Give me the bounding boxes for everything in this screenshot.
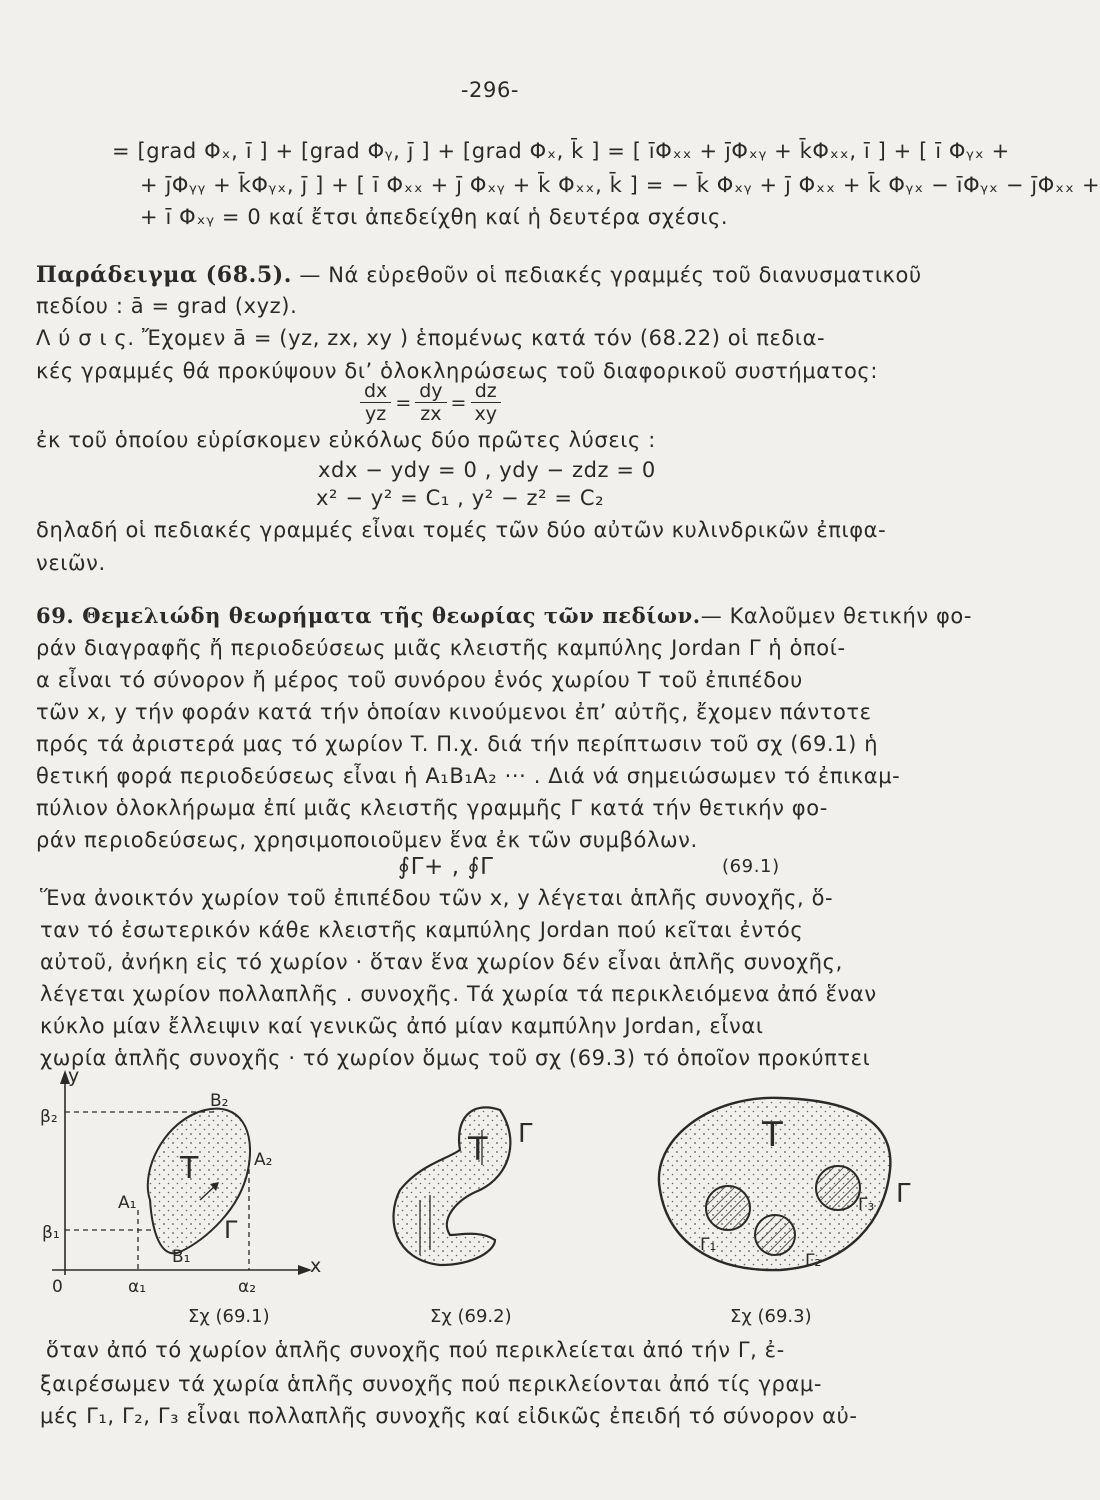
caption-69-3: Σχ (69.3) [730,1306,812,1327]
frac-num-1: dx [360,380,391,403]
section-text: — Καλοῦμεν θετικήν φο- [700,604,973,628]
example-line-4: κές γραμμές θά προκύψουν δι’ ὁλοκληρώσεως τοῦ διαφορικοῦ συστήματος: [36,359,878,383]
differential-system [356,380,505,425]
frac-eq-2: = [450,391,467,414]
region-t-curved [393,1107,510,1265]
section-line-10: αὐτοῦ, ἀνήκη εἰς τό χωρίον · ὅταν ἕνα χωρίον δέν εἶναι ἁπλῆς συνοχῆς, [40,950,843,974]
figure-69-2 [393,1107,533,1327]
section-title: 69. Θεμελιώδη θεωρήματα τῆς θεωρίας τῶν πεδίων. [36,603,701,628]
solution-eq-1: xdx − ydy = 0 , ydy − zdz = 0 [318,458,656,482]
hole-gamma3 [816,1166,860,1210]
label-y: y [68,1065,80,1087]
frac-den-2: zx [420,403,442,425]
solution-eq-2: x² − y² = C₁ , y² − z² = C₂ [316,486,605,510]
equation-number: (69.1) [722,856,780,877]
example-title: Παράδειγμα (68.5). [36,262,293,288]
section-line-3: τῶν x, y τήν φοράν κατά τήν ὁποίαν κινούμενοι ἐπ’ αὐτῆς, ἔχομεν πάντοτε [36,700,872,724]
figures-area [0,1060,980,1330]
section-line-1: ράν διαγραφῆς ἤ περιοδεύσεως μιᾶς κλειστῆς καμπύλης Jordan Γ ἡ ὁποί- [36,636,846,660]
label-alpha1: α₁ [128,1277,147,1297]
bottom-line-2: ξαιρέσωμεν τά χωρία ἁπλῆς συνοχῆς πού περικλείονται ἀπό τίς γραμ- [40,1372,823,1396]
page-number: -296- [460,78,520,102]
label-beta1: β₁ [42,1223,60,1243]
label-gamma2: Γ [518,1119,533,1149]
label-beta2: β₂ [40,1107,58,1127]
bottom-line-1: ὅταν ἀπό τό χωρίον ἁπλῆς συνοχῆς πού περικλείεται ἀπό τήν Γ, ἐ- [46,1338,785,1362]
label-a2: A₂ [254,1150,273,1170]
label-t2: T [468,1130,488,1168]
section-line-7: ράν περιοδεύσεως, χρησιμοποιοῦμεν ἕνα ἐκ τῶν συμβόλων. [36,828,698,852]
section-line-8: Ἕνα ἀνοικτόν χωρίον τοῦ ἐπιπέδου τῶν x, y λέγεται ἁπλῆς συνοχῆς, ὅ- [40,886,834,910]
example-heading-line [36,262,922,288]
label-t1: T [180,1151,199,1186]
section-line-5: θετική φορά περιοδεύσεως εἶναι ἡ A₁B₁A₂ ··· . Διά νά σημειώσωμεν τό ἐπικαμ- [36,764,901,788]
frac-eq-1: = [395,391,412,414]
formula-line-1: = [grad Φₓ, ī ] + [grad Φᵧ, j̄ ] + [grad Φₓ, k̄ ] = [ īΦₓₓ + j̄Φₓᵧ + k̄Φₓₓ, ī ] + [ ī Φᵧₓ + [112,139,1010,163]
section-line-6: πύλιον ὁλοκλήρωμα ἐπί μιᾶς κλειστῆς γραμμῆς Γ κατά τήν θετικήν φο- [36,796,828,820]
formula-line-2: + j̄Φᵧᵧ + k̄Φᵧₓ, j̄ ] + [ ī Φₓₓ + j̄ Φₓᵧ + k̄ Φₓₓ, k̄ ] = − k̄ Φₓᵧ + j̄ Φₓₓ + k̄ Φᵧₓ − īΦᵧₓ − j̄Φₓₓ + [140,173,1100,197]
label-gamma1: Γ [224,1216,238,1244]
example-line-5: ἐκ τοῦ ὁποίου εὑρίσκομεν εὐκόλως δύο πρῶτες λύσεις : [36,428,656,452]
frac-den-3: xy [474,403,497,425]
label-gamma-3: Γ₃ [858,1195,875,1215]
section-line-13: χωρία ἁπλῆς συνοχῆς · τό χωρίον ὅμως τοῦ σχ (69.3) τό ὁποῖον προκύπτει [40,1046,871,1070]
example-line-6: δηλαδή οἱ πεδιακές γραμμές εἶναι τομές τῶν δύο αὐτῶν κυλινδρικῶν ἐπιφα- [36,518,887,542]
frac-num-3: dz [471,380,501,403]
hole-gamma1 [706,1186,750,1230]
bottom-line-3: μές Γ₁, Γ₂, Γ₃ εἶναι πολλαπλῆς συνοχῆς καί εἰδικῶς ἐπειδή τό σύνορον αὐ- [40,1404,858,1428]
label-gamma3-outer: Γ [896,1179,911,1209]
solution-line: Λ ύ σ ι ς. Ἔχομεν ā = (yz, zx, xy ) ἑπομένως κατά τόν (68.22) οἱ πεδια- [36,326,826,350]
section-line-4: πρός τά ἀριστερά μας τό χωρίον T. Π.χ. διά τήν περίπτωσιν τοῦ σχ (69.1) ἡ [36,732,879,756]
contour-symbols: ∮Γ+ , ∮Γ [398,854,494,880]
label-alpha2: α₂ [238,1277,257,1297]
section-line-2: α εἶναι τό σύνορον ἤ μέρος τοῦ συνόρου ἑνός χωρίου T τοῦ ἐπιπέδου [36,668,803,692]
example-line-2: πεδίου : ā = grad (xyz). [36,294,298,318]
figure-69-1 [40,1065,321,1327]
label-t3: T [762,1115,783,1155]
label-gamma-2: Γ₂ [805,1251,822,1271]
hole-gamma2 [755,1215,795,1255]
label-b1: B₁ [172,1247,191,1267]
frac-num-2: dy [415,380,446,403]
section-heading-line [36,603,972,628]
label-b2: B₂ [210,1091,229,1111]
caption-69-2: Σχ (69.2) [430,1306,512,1327]
section-line-11: λέγεται χωρίον πολλαπλῆς . συνοχῆς. Τά χωρία τά περικλειόμενα ἀπό ἕναν [40,982,877,1006]
label-gamma-1: Γ₁ [700,1235,717,1255]
example-text: — Νά εὑρεθοῦν οἱ πεδιακές γραμμές τοῦ διανυσματικοῦ [292,263,922,287]
caption-69-1: Σχ (69.1) [188,1306,270,1327]
label-x: x [310,1255,322,1277]
frac-den-1: yz [365,403,387,425]
example-line-7: νειῶν. [36,551,106,575]
section-line-12: κύκλο μίαν ἔλλειψιν καί γενικῶς ἀπό μίαν καμπύλην Jordan, εἶναι [40,1014,764,1038]
label-origin: 0 [52,1277,63,1297]
label-a1: A₁ [118,1193,137,1213]
figure-69-3 [659,1098,911,1327]
formula-line-3: + ī Φₓᵧ = 0 καί ἔτσι ἀπεδείχθη καί ἡ δευτέρα σχέσις. [140,205,729,229]
section-line-9: ταν τό ἐσωτερικόν κάθε κλειστῆς καμπύλης Jordan πού κεῖται ἐντός [40,918,804,942]
